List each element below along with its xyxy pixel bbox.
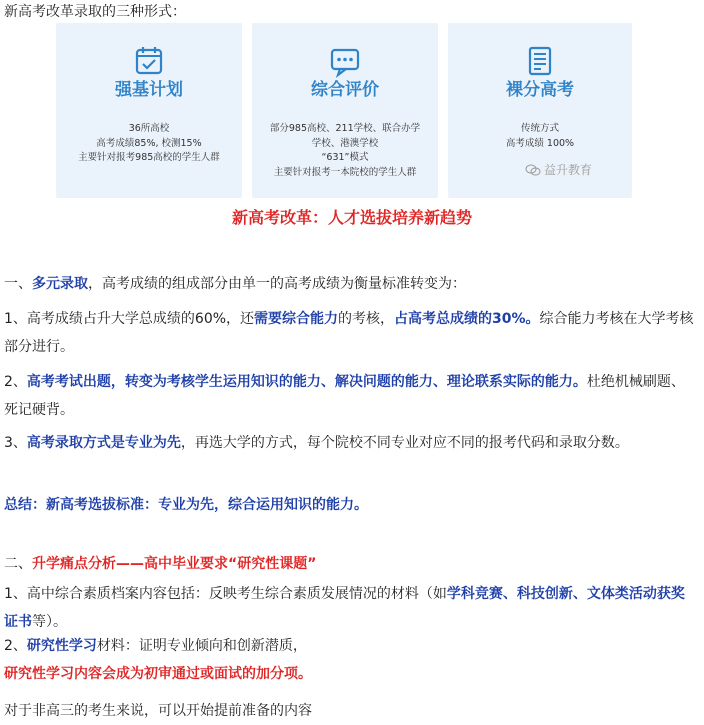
card-title: 强基计划	[115, 80, 183, 100]
wechat-icon	[525, 164, 541, 176]
heading-keyword: 升学痛点分析——高中毕业要求“研究性课题”	[32, 556, 317, 572]
highlight: 高考录取方式是专业为先	[26, 435, 181, 451]
card-desc	[252, 122, 438, 180]
card-title: 综合评价	[311, 80, 379, 100]
watermark	[525, 161, 592, 178]
card-line: 传统方式	[520, 123, 559, 134]
section2-item1	[4, 580, 694, 636]
section1-summary: 总结：新高考选拔标准：专业为先，综合运用知识的能力。	[4, 497, 368, 513]
intro-text: 新高考改革录取的三种形式：	[4, 4, 186, 20]
watermark-text: 益升教育	[544, 163, 593, 177]
section2-heading	[4, 550, 694, 578]
text: 2、	[4, 638, 27, 654]
text: 1、高中综合素质档案内容包括：反映考生综合素质发展情况的材料（如	[4, 586, 447, 602]
text: ，再选大学的方式，每个院校不同专业对应不同的报考代码和录取分数。	[180, 435, 629, 451]
card-qiangji	[56, 23, 242, 198]
heading-prefix: 二、	[4, 556, 32, 572]
card-line: 主要针对报考一本院校的学生人群	[273, 166, 417, 178]
text: 3、	[4, 435, 27, 451]
section1-item3	[4, 429, 694, 457]
card-line: 高考成绩 100%	[505, 137, 575, 149]
heading-text: ，高考成绩的组成部分由单一的高考成绩为衡量标准转变为：	[88, 276, 466, 292]
card-line: 高考成绩85%, 校测15%	[96, 137, 202, 149]
section1-item1	[4, 305, 694, 361]
highlight: 高考考试出题，转变为考核学生运用知识的能力、解决问题的能力、理论联系实际的能力。	[26, 374, 587, 390]
heading-prefix: 一、	[4, 276, 32, 292]
calendar-check-icon	[131, 43, 167, 79]
card-line: 36所高校	[128, 123, 170, 134]
highlight: 学科竞赛、科技创新、文体类活动获奖证书	[4, 586, 685, 630]
heading-keyword: 多元录取	[32, 276, 88, 292]
card-title: 裸分高考	[506, 80, 574, 100]
highlight: 需要综合能力	[254, 311, 339, 327]
card-line: 主要针对报考985高校的学生人群	[78, 152, 220, 163]
text: 2、	[4, 374, 27, 390]
card-desc	[56, 122, 242, 166]
document-list-icon	[522, 43, 558, 79]
text: 材料：证明专业倾向和创新潜质，	[96, 638, 307, 654]
chat-bubble-icon	[327, 43, 363, 79]
highlight: 占高考总成绩的30%。	[394, 311, 540, 327]
highlight-red: 研究性学习内容会成为初审通过或面试的加分项。	[4, 666, 312, 682]
card-desc	[448, 122, 632, 151]
text: 综合能力考核在大学考核部分进行。	[4, 311, 694, 355]
highlight: 研究性学习	[26, 638, 97, 654]
text: 1、高考成绩占升大学总成绩的60%，还	[4, 311, 255, 327]
section1-heading	[4, 270, 694, 298]
section2-footer: 对于非高三的考生来说，可以开始提前准备的内容	[4, 703, 312, 719]
card-line: “631”模式	[321, 152, 369, 163]
card-zonghe	[252, 23, 438, 198]
text: 等）。	[32, 614, 67, 630]
subtitle: 新高考改革：人才选拔培养新趋势	[231, 208, 472, 227]
section1-item2	[4, 368, 694, 424]
text: 的考核，	[338, 311, 395, 327]
card-line: 学校、港澳学校	[311, 137, 379, 149]
section2-item2	[4, 632, 694, 688]
card-line: 部分985高校、211学校、联合办学	[269, 123, 421, 134]
text: 杜绝机械刷题、死记硬背。	[4, 374, 685, 418]
